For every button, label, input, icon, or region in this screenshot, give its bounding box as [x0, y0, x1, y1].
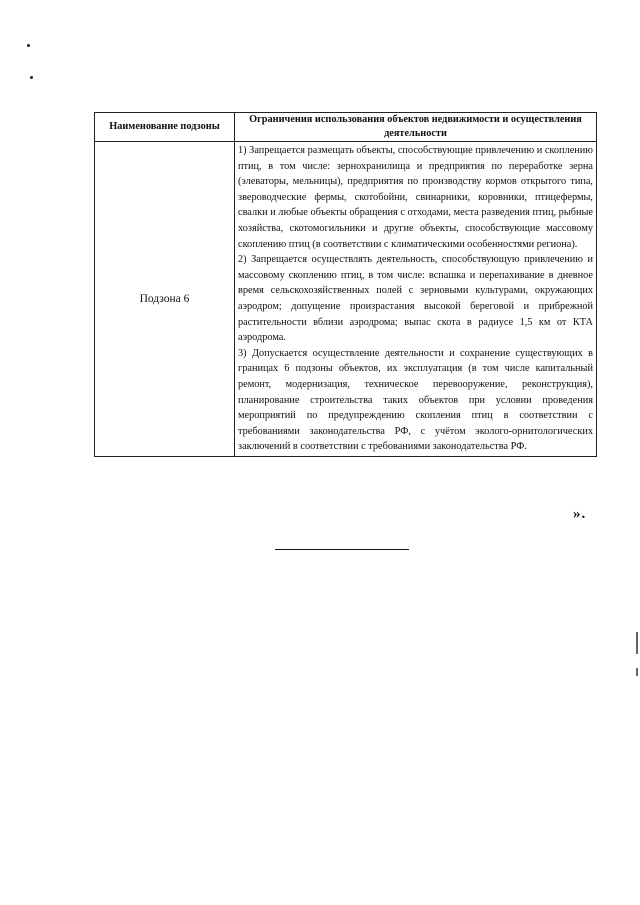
table-row	[95, 142, 597, 457]
header-subzone-name: Наименование подзоны	[95, 113, 235, 142]
subzone-name-cell: Подзона 6	[95, 142, 235, 457]
end-separator-line	[275, 549, 409, 550]
table-header-row	[95, 113, 597, 142]
scan-edge-mark	[636, 668, 638, 676]
scan-edge-mark	[636, 632, 638, 654]
scan-speck	[27, 44, 30, 47]
restriction-paragraph-1: 1) Запрещается размещать объекты, способствующие привлечению и скоплению птиц, в том числе: зернохранилища и предприятия по переработке зерна (элеваторы, мельницы), предприятия по производству кормов открытого типа, звероводческие фермы, скотобойни, свинарники, коровники, птицефермы, свалки и любые объекты обращения с отходами, места разведения птиц, рыбные хозяйства, скотомогильники и другие объекты, способствующие массовому скоплению птиц (в соответствии с климатическими особенностями региона).	[238, 145, 593, 250]
scan-speck	[30, 76, 33, 79]
restriction-paragraph-3: 3) Допускается осуществление деятельности и сохранение существующих в границах 6 подзоны объектов, их эксплуатация (в том числе капитальный ремонт, модернизация, техническое перевооружение, реконструкция), планирование строительства таких объектов при условии проведения мероприятий по предупреждению скопления птиц в соответствии с требованиями законодательства РФ, с учётом эколого-орнитологических заключений в соответствии с требованиями законодательства РФ.	[238, 347, 593, 453]
restrictions-table	[94, 112, 597, 457]
closing-quote-mark: ».	[573, 506, 587, 522]
restriction-paragraph-2: 2) Запрещается осуществлять деятельность, способствующую привлечению и массовому скоплению птиц, в том числе: вспашка и перепахивание в дневное время сельскохозяйственных полей с зерновыми культурами, окружающих аэродром; допущение произрастания высокой береговой и прибрежной растительности вблизи аэродрома; выпас скота в радиусе 1,5 км от КТА аэродрома.	[238, 254, 593, 344]
restrictions-cell	[235, 142, 597, 457]
header-restrictions: Ограничения использования объектов недвижимости и осуществления деятельности	[235, 113, 597, 142]
